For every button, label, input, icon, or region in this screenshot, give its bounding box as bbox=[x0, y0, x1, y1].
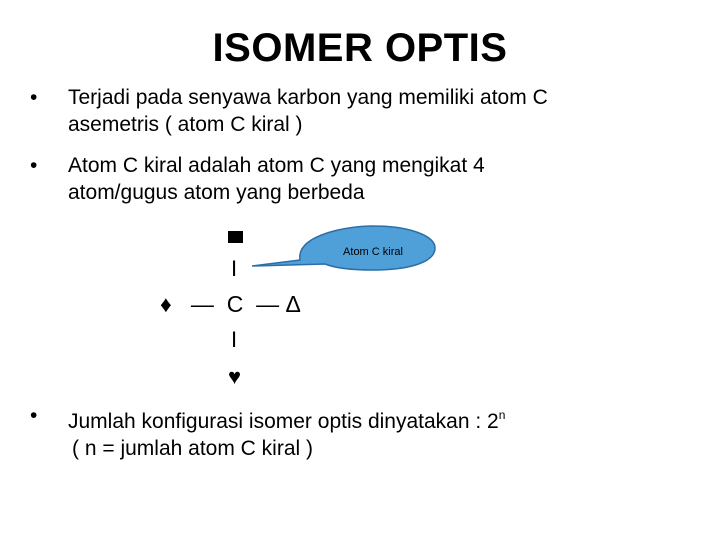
center-atom: C bbox=[226, 291, 244, 317]
left-group-diamond-icon: ♦ bbox=[160, 291, 172, 317]
bullet-text-line: ( n = jumlah atom C kiral ) bbox=[72, 437, 313, 460]
bond-right: — bbox=[256, 291, 280, 317]
vertical-bond-bottom: I bbox=[231, 327, 238, 352]
bullet-marker: • bbox=[30, 86, 38, 109]
bullet-item-3 bbox=[30, 402, 690, 462]
bottom-group-heart-icon: ♥ bbox=[228, 364, 242, 389]
callout-label: Atom C kiral bbox=[343, 246, 403, 258]
bullet-item-1 bbox=[30, 84, 670, 138]
formula-exponent: n bbox=[498, 408, 506, 422]
bullet-text-line: Terjadi pada senyawa karbon yang memiliki atom C bbox=[68, 86, 548, 109]
bullet-text-line: asemetris ( atom C kiral ) bbox=[68, 113, 303, 136]
bullet-item-2 bbox=[30, 152, 670, 206]
top-group-square-icon bbox=[228, 231, 243, 243]
bullet-text-line: Atom C kiral adalah atom C yang mengikat 4 bbox=[68, 154, 485, 177]
bullet-text-line: atom/gugus atom yang berbeda bbox=[68, 181, 365, 204]
bullet-text-line bbox=[68, 402, 690, 435]
bullet-marker: • bbox=[30, 404, 38, 427]
right-group-triangle-icon: Δ bbox=[285, 291, 301, 317]
slide-title: ISOMER OPTIS bbox=[212, 26, 508, 70]
formula-text: Jumlah konfigurasi isomer optis dinyatakan : 2 bbox=[68, 410, 499, 433]
bond-left: — bbox=[190, 291, 214, 317]
vertical-bond-top: I bbox=[231, 256, 238, 281]
bullet-marker: • bbox=[30, 154, 38, 177]
molecule-row bbox=[160, 292, 301, 316]
